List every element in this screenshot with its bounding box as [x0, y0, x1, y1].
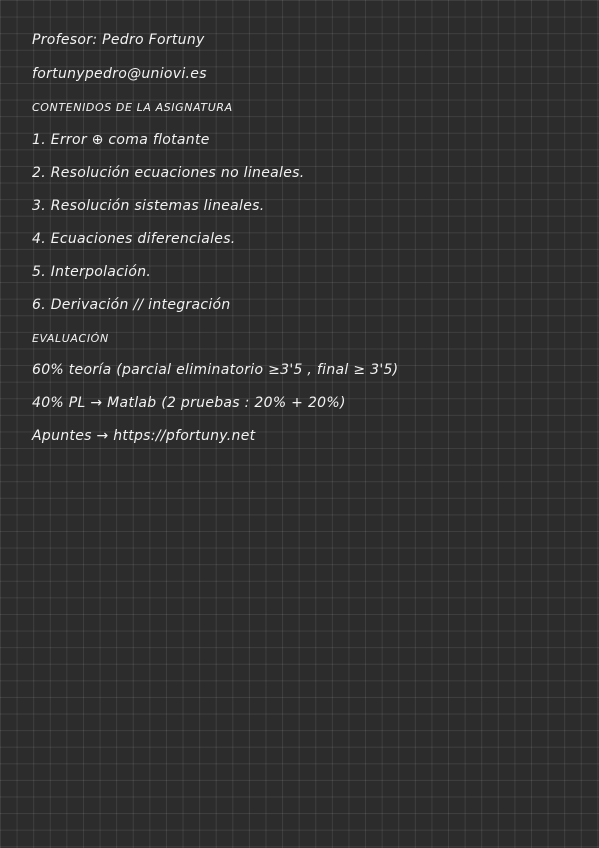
email-line: fortunypedro@uniovi.es [32, 66, 207, 82]
topic-item: 4. Ecuaciones diferenciales. [32, 231, 236, 247]
evaluation-practice-line: 40% PL → Matlab (2 pruebas : 20% + 20%) [32, 395, 346, 411]
topic-item: 1. Error ⊕ coma flotante [32, 132, 210, 148]
notes-link-line: Apuntes → https://pfortuny.net [32, 428, 256, 444]
professor-line: Profesor: Pedro Fortuny [32, 32, 205, 48]
contents-heading: CONTENIDOS DE LA ASIGNATURA [32, 101, 233, 114]
topic-item: 3. Resolución sistemas lineales. [32, 198, 265, 214]
evaluation-heading: EVALUACIÓN [32, 332, 109, 345]
evaluation-theory-line: 60% teoría (parcial eliminatorio ≥3'5 , final ≥ 3'5) [32, 362, 399, 378]
topic-item: 2. Resolución ecuaciones no lineales. [32, 165, 305, 181]
topic-item: 6. Derivación // integración [32, 297, 231, 313]
topic-item: 5. Interpolación. [32, 264, 152, 280]
